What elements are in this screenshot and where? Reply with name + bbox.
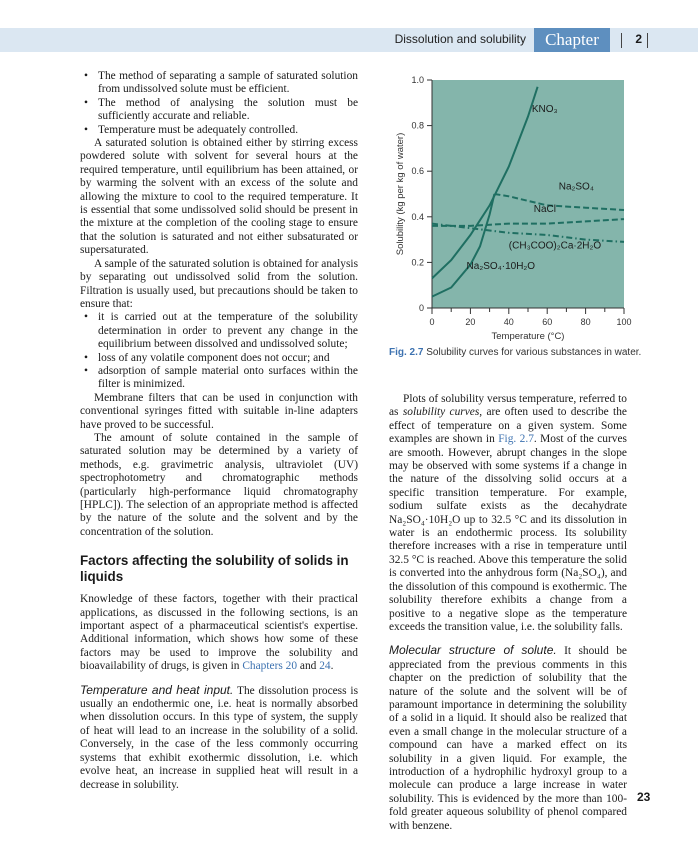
curve-label: Na₂SO₄·10H₂O [466, 261, 536, 273]
paragraph: Plots of solubility versus temperature, referred to as solubility curves, are often used to describe the effect of temperature on a given system. Some examples are shown in Fig. 2.7. Most of the curves are smooth. However, abrupt changes in the slope may be observed with some systems if a change in the nature of the dissolving solid occurs at a specific transition temperature. For example, sodium sulfate exists as the decahydrate Na₂SO₄·10H₂O up to 32.5 °C and its dissolution in water is an endothermic process. Its solubility therefore increases with a rise in temperature until 32.5 °C is reached. Above this temperature the solid is converted into the anhydrous form (Na₂SO₄), and the dissolution of this compound is exothermic. The solubility therefore exhibits a change from a positive to a negative slope as the temperature exceeds the transition value, i.e. the solubility falls. [389, 393, 627, 633]
running-header [0, 28, 698, 52]
x-tick-label: 100 [616, 317, 632, 327]
x-tick-label: 20 [465, 317, 476, 327]
list-item: • adsorption of sample material onto surfaces within the filter is minimized. [80, 365, 358, 392]
y-axis-label: Solubility (kg per kg of water) [395, 132, 406, 256]
requirements-list [80, 70, 358, 137]
paragraph: Molecular structure of solute. It should be appreciated from the previous comments in this chapter on the prediction of solubility that the nature of the solute and the solvent will be of paramount importance in determining the solubility of a solid in a liquid. It should also be realized that even a small change in the molecular structure of a compound can have a marked effect on its solubility in a given liquid. For example, the introduction of a hydrophilic hydroxyl group to a molecule can produce a large increase in water solubility. This is evidenced by the more than 100-fold greater aqueous solubility of phenol compared with benzene. [389, 643, 627, 832]
curve-label: Na₂SO₄ [558, 181, 594, 193]
list-item: • The method of analysing the solution must be sufficiently accurate and reliable. [80, 97, 358, 124]
x-tick-label: 0 [429, 317, 435, 327]
right-column [389, 393, 627, 833]
curve-label: (CH₃COO)₂Ca·2H₂O [508, 240, 602, 252]
list-item: • The method of separating a sample of saturated solution from undissolved solute must be efficient. [80, 70, 358, 97]
curve-label: NaCl [533, 204, 556, 216]
paragraph: Membrane filters that can be used in conjunction with conventional syringes fitted with suitable in-line adapters have proved to be successful. [80, 391, 358, 431]
paragraph: The amount of solute contained in the sample of saturated solution may be determined by a variety of methods, e.g. gravimetric analysis, ultraviolet (UV) spectrophotometry and chromatographic methods (particularly high-performance liquid chromatography [HPLC]). The selection of an appropriate method is affected by the nature of the solute and the solvent and by the concentration of the solution. [80, 431, 358, 538]
figure-2-7 [389, 60, 642, 370]
figure-caption [389, 347, 649, 358]
caption-text: Solubility curves for various substances in water. [426, 347, 642, 358]
figure-link[interactable]: Fig. 2.7 [498, 433, 534, 446]
filtration-list [80, 311, 358, 391]
y-tick-label: 0 [418, 303, 424, 313]
y-tick-label: 0.8 [411, 120, 424, 131]
runin-heading: Molecular structure of solute. [389, 643, 557, 658]
list-item: • Temperature must be adequately controlled. [80, 124, 358, 137]
solubility-chart [389, 60, 639, 350]
paragraph: Temperature and heat input. The dissolution process is usually an endothermic one, i.e. heat is normally absorbed when dissolution occurs. In this type of system, the supply of heat will lead to an increase in the solubility of a solid. Conversely, in the case of the less commonly occurring systems that exhibit exothermic dissolution, i.e. which evolve heat, an increase in supplied heat will result in a decrease in solubility. [80, 682, 358, 791]
list-item: • loss of any volatile component does not occur; and [80, 352, 358, 365]
left-column [80, 70, 358, 792]
chapter-number: 2 [635, 32, 642, 46]
x-tick-label: 80 [580, 317, 591, 327]
chapter-link[interactable]: Chapters 20 [242, 660, 298, 673]
x-tick-label: 60 [542, 317, 553, 327]
x-tick-label: 40 [503, 317, 514, 327]
y-tick-label: 0.6 [411, 166, 424, 177]
caption-label: Fig. 2.7 [389, 347, 424, 358]
y-tick-label: 1.0 [411, 75, 424, 85]
divider [647, 33, 648, 48]
paragraph: Knowledge of these factors, together with their practical applications, as discussed in the following sections, is an important aspect of a pharmaceutical scientist's expertise. Additional information, which shows how some of these factors may be used to improve the solubility and bioavailability of drugs, is given in Chapters 20 and 24. [80, 593, 358, 673]
runin-heading: Temperature and heat input. [80, 682, 234, 697]
chapter-link[interactable]: 24 [319, 660, 331, 673]
y-tick-label: 0.4 [411, 211, 424, 222]
chapter-label: Chapter [534, 28, 610, 52]
section-heading: Factors affecting the solubility of solids in liquids [80, 553, 349, 585]
y-tick-label: 0.2 [411, 257, 424, 268]
paragraph: A saturated solution is obtained either by stirring excess powdered solute with solvent for several hours at the required temperature, until equilibrium has been attained, or by warming the solvent with an excess of the solute and allowing the mixture to cool to the required temperature. It is essential that some undissolved solid should be present in the mixture at the completion of the cooling stage to ensure that the solution is saturated and not either subsaturated or supersaturated. [80, 137, 358, 257]
x-axis-label: Temperature (°C) [491, 331, 565, 342]
divider [621, 33, 622, 48]
list-item: • it is carried out at the temperature of the solubility determination in order to prevent any change in the equilibrium between dissolved and undissolved solute; [80, 311, 358, 351]
running-title: Dissolution and solubility [394, 32, 526, 46]
curve-label: KNO₃ [531, 103, 558, 115]
paragraph: A sample of the saturated solution is obtained for analysis by separating out undissolved solid from the solution. Filtration is usually used, but precautions should be taken to ensure that: [80, 257, 358, 310]
page-number: 23 [637, 790, 651, 804]
